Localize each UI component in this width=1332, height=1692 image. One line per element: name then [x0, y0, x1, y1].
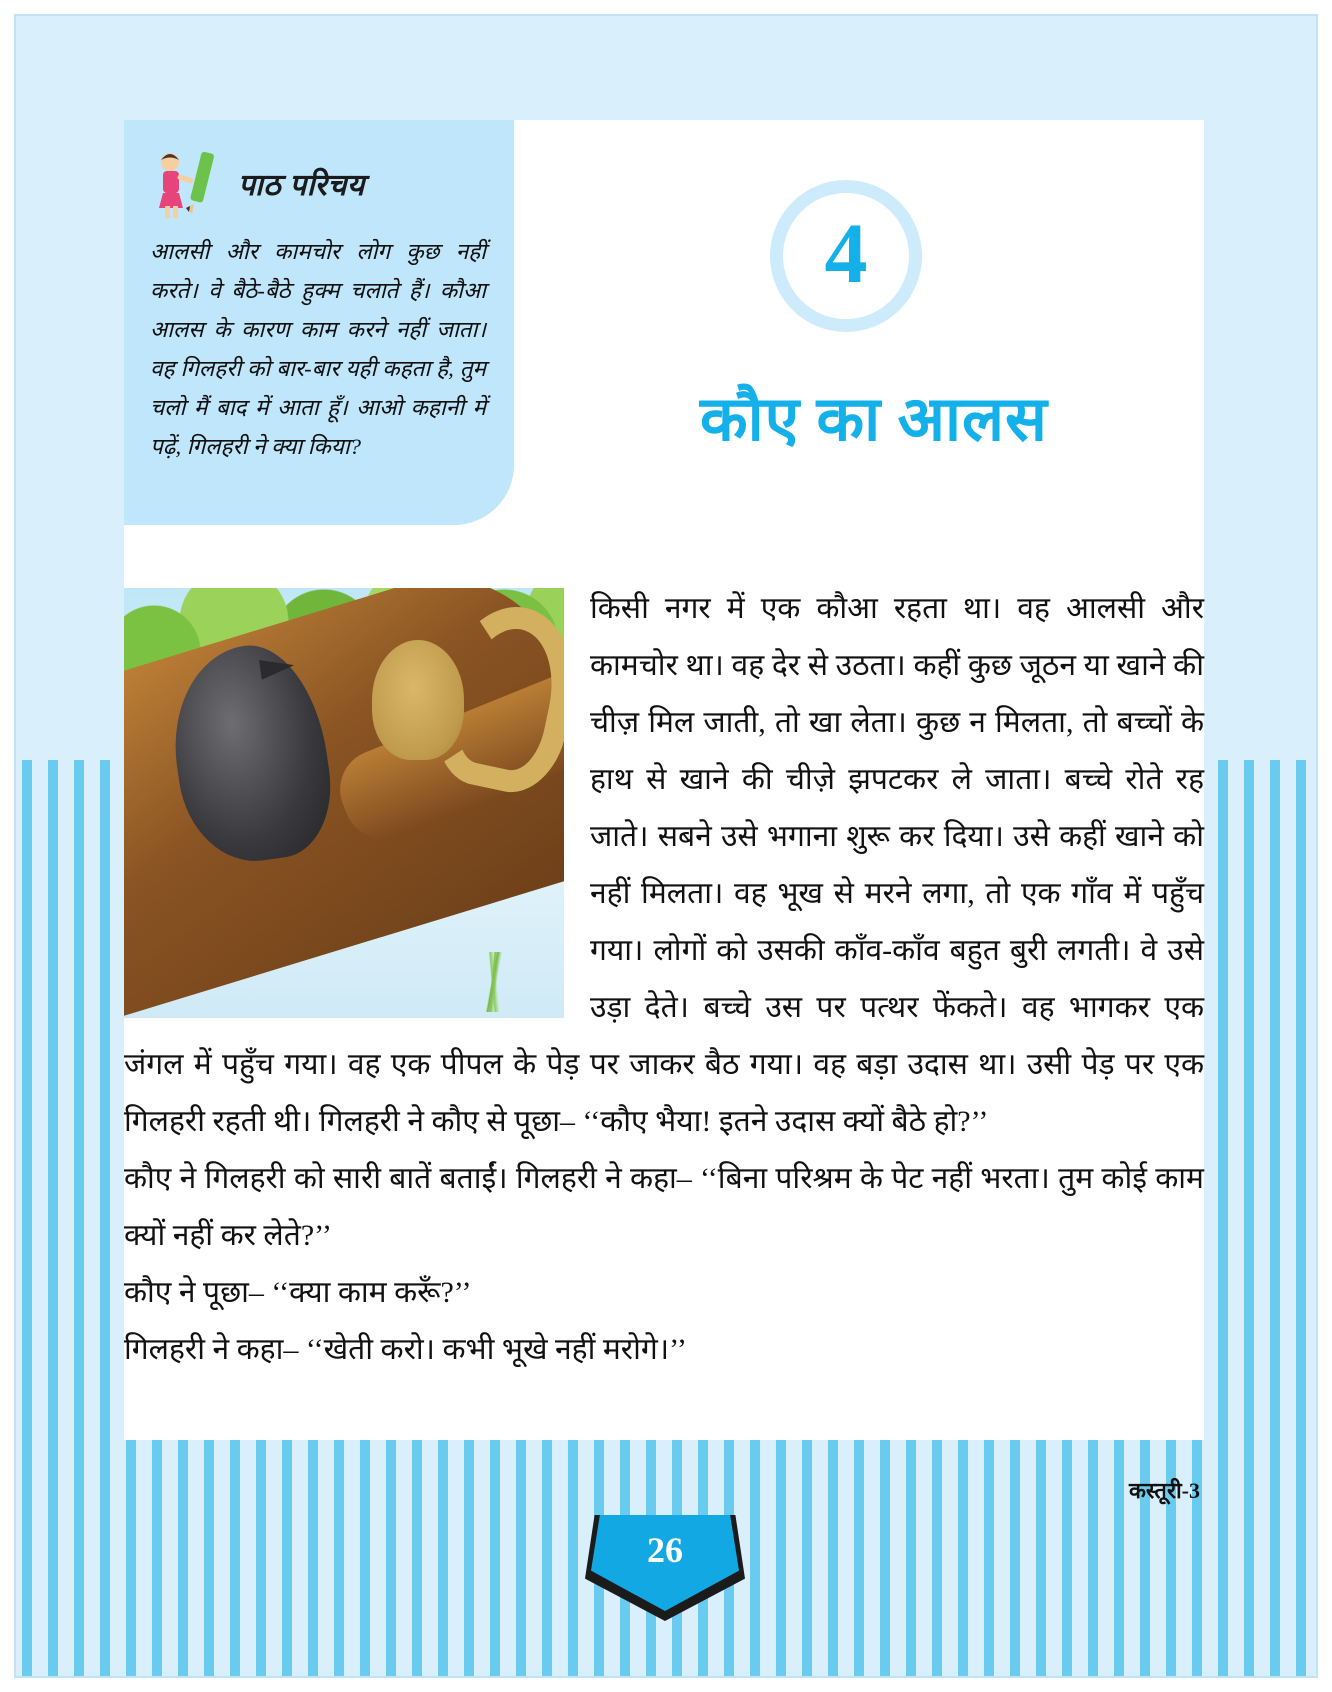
paragraph: किसी नगर में एक कौआ रहता था। वह आलसी और कामचोर था। वह देर से उठता। कहीं कुछ जूठन या खाने की चीज़ मिल जाती, तो खा लेता। कुछ न मिलता, तो बच्चों के हाथ से खाने की चीज़े झपटकर ले जाता। बच्चे रोते रह जाते। सबने उसे भगाना शुरू कर दिया। उसे कहीं खाने को नहीं मिलता। वह भूख से मरने लगा, तो एक गाँव में पहुँच गया। लोगों को उसकी काँव-काँव बहुत बुरी लगती। वे उसे उड़ा देते। बच्चे उस पर पत्थर फेंकते। वह भागकर एक जंगल में पहुँच गया। वह एक पीपल के पेड़ पर जाकर बैठ गया। वह बड़ा उदास था। उसी पेड़ पर एक गिलहरी रहती थी। गिलहरी ने कौए से पूछा– ‘‘कौए भैया! इतने उदास क्यों बैठे हो?’’ [124, 592, 1204, 1138]
content-sheet [124, 120, 1204, 1440]
chapter-number: 4 [824, 205, 868, 301]
stripe [1244, 760, 1254, 1676]
page-number-badge [585, 1515, 745, 1621]
paragraph: कौए ने पूछा– ‘‘क्या काम करूँ?’’ [124, 1276, 472, 1309]
stripe [48, 760, 58, 1676]
paragraph: कौए ने गिलहरी को सारी बातें बताईं। गिलहरी ने कहा– ‘‘बिना परिश्रम के पेट नहीं भरता। तुम कोई काम क्यों नहीं कर लेते?’’ [124, 1162, 1204, 1252]
page-number: 26 [647, 1530, 683, 1570]
intro-title: पाठ परिचय [238, 168, 365, 202]
stripe [74, 760, 84, 1676]
lesson-intro-box [124, 120, 514, 525]
intro-title-row [150, 146, 486, 220]
stripe [22, 760, 32, 1676]
book-title-footer: कस्तूरी-3 [1128, 1478, 1200, 1503]
chapter-number-badge [770, 180, 922, 332]
stripe [100, 760, 110, 1676]
chapter-heading-area [544, 120, 1204, 530]
paragraph: गिलहरी ने कहा– ‘‘खेती करो। कभी भूखे नहीं मरोगे।’’ [124, 1333, 687, 1366]
crow-and-squirrel-illustration [124, 588, 564, 1018]
intro-text: आलसी और कामचोर लोग कुछ नहीं करते। वे बैठे-बैठे हुक्म चलाते हैं। कौआ आलस के कारण काम करने नहीं जाता। वह गिलहरी को बार-बार यही कहता है, तुम चलो मैं बाद में आता हूँ। आओ कहानी में पढ़ें, गिलहरी ने क्या किया? [150, 239, 486, 459]
grass-icon [424, 952, 564, 1012]
stripe [1270, 760, 1280, 1676]
stripe [1296, 760, 1306, 1676]
pencil-kid-icon [150, 146, 228, 220]
squirrel-icon [372, 640, 464, 760]
page-header [124, 120, 1204, 540]
stripe [1218, 760, 1228, 1676]
lesson-body [124, 580, 1204, 1378]
chapter-title: कौए का आलस [700, 386, 1048, 454]
